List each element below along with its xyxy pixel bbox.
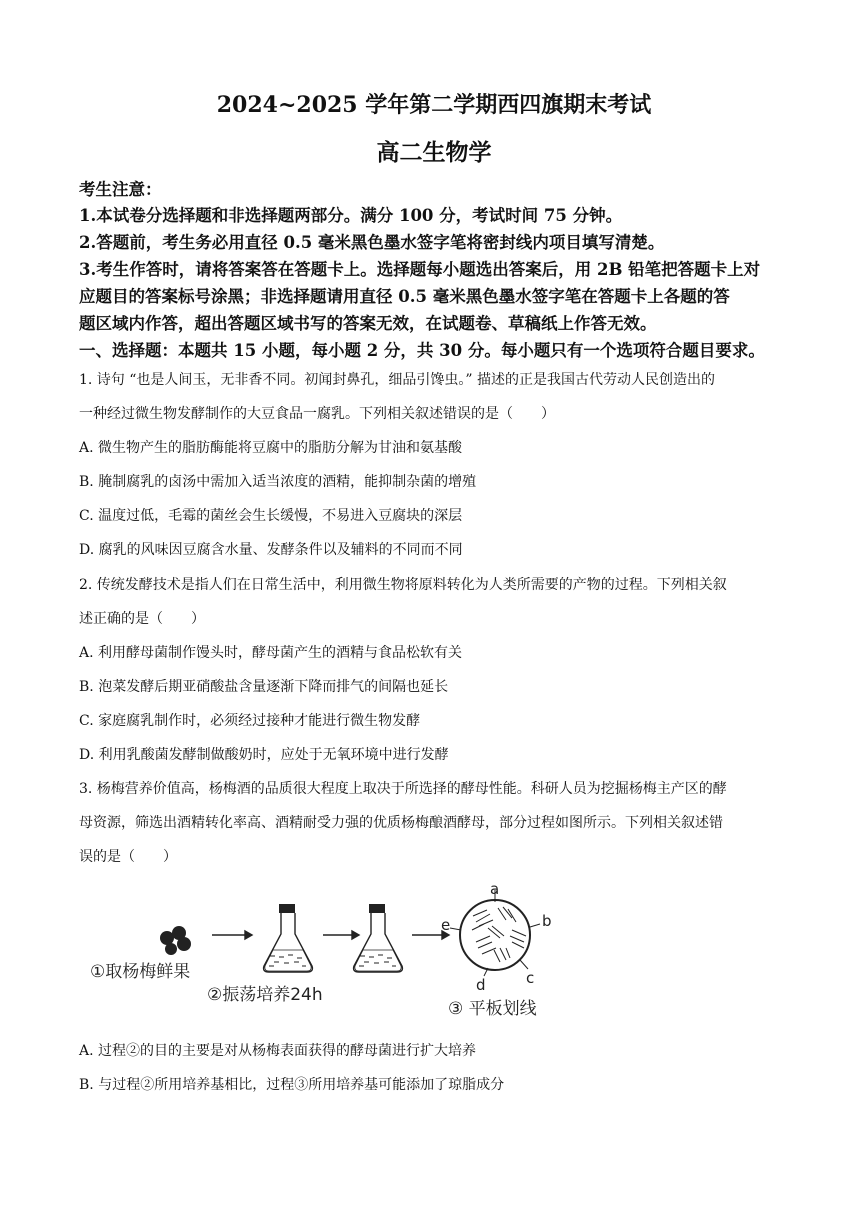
q2-option-a: A. 利用酵母菌制作馒头时，酵母菌产生的酒精与食品松软有关: [79, 645, 463, 661]
notice-line-3c: 题区域内作答，超出答题区域书写的答案无效，在试题卷、草稿纸上作答无效。: [79, 314, 657, 333]
arrow-right-icon: [212, 931, 252, 939]
q1-option-c: C. 温度过低，毛霉的菌丝会生长缓慢，不易进入豆腐块的深层: [79, 508, 463, 524]
notice-heading: 考生注意：: [79, 180, 162, 199]
label-a: a: [490, 880, 500, 898]
q1-stem-line-2: 一种经过微生物发酵制作的大豆食品一腐乳。下列相关叙述错误的是（ ）: [79, 406, 555, 422]
exam-title: 2024~2025 学年第二学期西四旗期末考试: [216, 92, 652, 118]
q1-option-d: D. 腐乳的风味因豆腐含水量、发酵条件以及辅料的不同而不同: [79, 542, 463, 558]
petri-dish-icon: [441, 880, 552, 994]
arrow-right-icon: [323, 931, 359, 939]
q2-stem-line-2: 述正确的是（ ）: [79, 611, 205, 627]
step-3-caption: ③ 平板划线: [448, 999, 537, 1019]
subject-title: 高二生物学: [376, 139, 492, 166]
q1-stem-line-1: 1. 诗句 “也是人间玉，无非香不同。初闻封鼻孔，细品引馋虫。” 描述的正是我国古代劳动人民创造出的: [79, 372, 716, 388]
q3-option-b: B. 与过程②所用培养基相比，过程③所用培养基可能添加了琼脂成分: [79, 1077, 505, 1093]
bayberry-icon: [160, 926, 191, 955]
notice-line-3b: 应题目的答案标号涂黑；非选择题请用直径 0.5 毫米黑色墨水签字笔在答题卡上各题的答: [79, 287, 730, 306]
q1-option-b: B. 腌制腐乳的卤汤中需加入适当浓度的酒精，能抑制杂菌的增殖: [79, 474, 477, 490]
flask-icon: [354, 904, 403, 972]
step-2-caption: ②振荡培养24h: [207, 985, 323, 1005]
q2-option-d: D. 利用乳酸菌发酵制做酸奶时，应处于无氧环境中进行发酵: [79, 747, 449, 763]
label-b: b: [542, 912, 552, 930]
q2-stem-line-1: 2. 传统发酵技术是指人们在日常生活中，利用微生物将原料转化为人类所需要的产物的过程。下列相关叙: [79, 577, 727, 593]
q3-option-a: A. 过程②的目的主要是对从杨梅表面获得的酵母菌进行扩大培养: [79, 1043, 477, 1059]
label-e: e: [441, 916, 451, 934]
q3-stem-line-1: 3. 杨梅营养价值高，杨梅酒的品质很大程度上取决于所选择的酵母性能。科研人员为挖掘杨梅主产区的酵: [79, 781, 727, 797]
notice-line-2: 2.答题前，考生务必用直径 0.5 毫米黑色墨水签字笔将密封线内项目填写清楚。: [79, 233, 665, 252]
section-heading: 一、选择题：本题共 15 小题，每小题 2 分，共 30 分。每小题只有一个选项符合题目要求。: [79, 341, 765, 360]
q1-option-a: A. 微生物产生的脂肪酶能将豆腐中的脂肪分解为甘油和氨基酸: [79, 440, 463, 456]
q3-stem-line-2: 母资源，筛选出酒精转化率高、酒精耐受力强的优质杨梅酿酒酵母，部分过程如图所示。下列相关叙述错: [79, 815, 723, 831]
step-1-caption: ①取杨梅鲜果: [90, 962, 191, 982]
notice-line-1: 1.本试卷分选择题和非选择题两部分。满分 100 分，考试时间 75 分钟。: [79, 206, 623, 225]
q3-process-figure: [80, 878, 560, 1028]
flask-icon: [264, 904, 313, 972]
label-d: d: [476, 976, 486, 994]
label-c: c: [526, 969, 535, 987]
q2-option-b: B. 泡菜发酵后期亚硝酸盐含量逐渐下降而排气的间隔也延长: [79, 679, 449, 695]
q3-stem-line-3: 误的是（ ）: [79, 849, 177, 865]
q2-option-c: C. 家庭腐乳制作时，必须经过接种才能进行微生物发酵: [79, 713, 421, 729]
notice-line-3a: 3.考生作答时，请将答案答在答题卡上。选择题每小题选出答案后，用 2B 铅笔把答题卡上对: [79, 260, 761, 279]
